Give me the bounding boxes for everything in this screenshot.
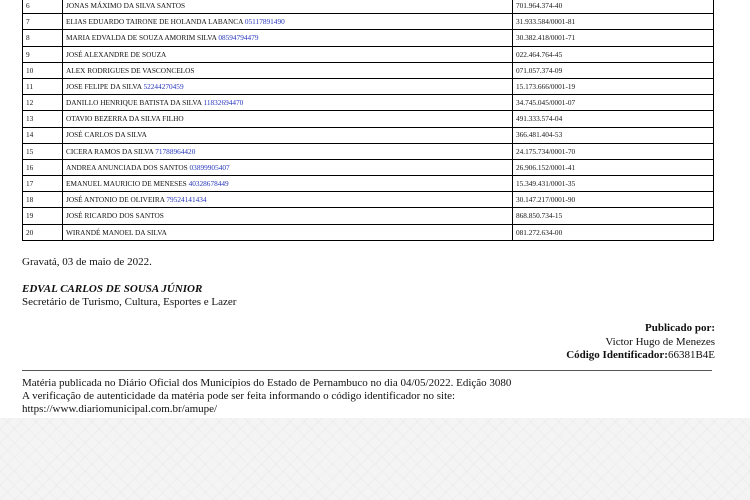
table-row xyxy=(23,143,714,159)
person-name: DANILLO HENRIQUE BATISTA DA SILVA xyxy=(66,98,202,108)
row-number: 15 xyxy=(23,143,63,159)
document-number: 071.057.374-09 xyxy=(513,62,714,78)
row-name-cell xyxy=(63,143,513,159)
row-name-cell xyxy=(63,208,513,224)
identifier-label: Código Identificador: xyxy=(566,349,668,361)
document-number: 30.147.217/0001-90 xyxy=(513,192,714,208)
person-name: ELIAS EDUARDO TAIRONE DE HOLANDA LABANCA xyxy=(66,17,244,27)
row-number: 20 xyxy=(23,224,63,240)
person-name: EMANUEL MAURICIO DE MENESES xyxy=(66,179,187,188)
row-name-cell xyxy=(63,224,513,240)
phone-link[interactable]: 11832694470 xyxy=(203,98,244,108)
publisher-name: Victor Hugo de Menezes xyxy=(605,335,715,348)
table-row xyxy=(23,46,714,62)
document-number: 491.333.574-04 xyxy=(513,111,714,127)
row-name-cell xyxy=(63,30,513,46)
row-name-cell xyxy=(63,62,513,78)
table-body xyxy=(23,0,714,240)
divider xyxy=(22,370,712,371)
document-number: 24.175.734/0001-70 xyxy=(513,143,714,159)
row-number: 10 xyxy=(23,62,63,78)
document-number: 15.349.431/0001-35 xyxy=(513,176,714,192)
person-name: CICERA RAMOS DA SILVA xyxy=(66,146,154,156)
phone-link[interactable]: 52244270459 xyxy=(143,81,184,91)
phone-link[interactable]: 05117891490 xyxy=(244,17,285,27)
table-row xyxy=(23,30,714,46)
row-name-cell xyxy=(63,95,513,111)
person-name: WIRANDÉ MANOEL DA SILVA xyxy=(66,227,167,237)
row-number: 9 xyxy=(23,46,63,62)
table-row xyxy=(23,192,714,208)
document-number: 26.906.152/0001-41 xyxy=(513,159,714,175)
document-number: 701.964.374-40 xyxy=(513,0,714,14)
table-row xyxy=(23,224,714,240)
phone-link[interactable]: 71788964420 xyxy=(155,146,196,156)
table-row xyxy=(23,208,714,224)
person-name: JOSÉ ALEXANDRE DE SOUZA xyxy=(66,49,167,59)
beneficiaries-table xyxy=(22,0,714,241)
phone-link[interactable]: 03899905407 xyxy=(189,162,230,172)
person-name: MARIA EDVALDA DE SOUZA AMORIM SILVA xyxy=(66,33,217,43)
table-row xyxy=(23,176,714,192)
row-name-cell xyxy=(63,176,513,192)
phone-link[interactable]: 08594794479 xyxy=(218,33,259,43)
row-name-cell xyxy=(63,0,513,14)
document-number: 15.173.666/0001-19 xyxy=(513,78,714,94)
identifier-line xyxy=(566,349,715,363)
notice-line-1: Matéria publicada no Diário Oficial dos Municípios do Estado de Pernambuco no dia 04/05/2022. Edição 3080 xyxy=(22,377,512,389)
document-number: 34.745.045/0001-07 xyxy=(513,95,714,111)
row-number: 12 xyxy=(23,95,63,111)
person-name: OTAVIO BEZERRA DA SILVA FILHO xyxy=(66,114,184,124)
row-number: 17 xyxy=(23,176,63,192)
published-by-label: Publicado por: xyxy=(645,322,715,334)
publication-block xyxy=(566,322,715,363)
row-number: 7 xyxy=(23,14,63,30)
table-row xyxy=(23,14,714,30)
publication-notice xyxy=(22,377,511,416)
document-number: 30.382.418/0001-71 xyxy=(513,30,714,46)
row-number: 19 xyxy=(23,208,63,224)
table-row xyxy=(23,62,714,78)
date-line: Gravatá, 03 de maio de 2022. xyxy=(22,256,152,268)
document-number: 868.850.734-15 xyxy=(513,208,714,224)
row-number: 16 xyxy=(23,159,63,175)
signer-role: Secretário de Turismo, Cultura, Esportes e Lazer xyxy=(22,296,237,308)
page-footer-background xyxy=(0,418,750,500)
notice-line-2: A verificação de autenticidade da matéria pode ser feita informando o código identificador no site: xyxy=(22,390,456,402)
table-row xyxy=(23,95,714,111)
row-number: 6 xyxy=(23,0,63,14)
person-name: JOSÉ CARLOS DA SILVA xyxy=(66,130,147,140)
table-row xyxy=(23,111,714,127)
row-number: 18 xyxy=(23,192,63,208)
row-name-cell xyxy=(63,14,513,30)
person-name: ANDREA ANUNCIADA DOS SANTOS xyxy=(66,162,188,172)
row-name-cell xyxy=(63,111,513,127)
row-name-cell xyxy=(63,159,513,175)
document-number: 081.272.634-00 xyxy=(513,224,714,240)
row-name-cell xyxy=(63,46,513,62)
row-number: 14 xyxy=(23,127,63,143)
person-name: JOSÉ RICARDO DOS SANTOS xyxy=(66,211,164,221)
signer-name: EDVAL CARLOS DE SOUSA JÚNIOR xyxy=(22,283,203,295)
person-name: JOSE FELIPE DA SILVA xyxy=(66,81,142,91)
row-name-cell xyxy=(63,78,513,94)
phone-link[interactable]: 79524141434 xyxy=(166,195,207,205)
table-row xyxy=(23,0,714,14)
person-name: JONAS MÁXIMO DA SILVA SANTOS xyxy=(66,0,186,10)
table-row xyxy=(23,78,714,94)
row-name-cell xyxy=(63,127,513,143)
row-number: 11 xyxy=(23,78,63,94)
phone-link[interactable]: 40328678449 xyxy=(188,179,229,188)
row-name-cell xyxy=(63,192,513,208)
person-name: JOSÉ ANTONIO DE OLIVEIRA xyxy=(66,195,165,205)
document-number: 366.481.404-53 xyxy=(513,127,714,143)
person-name: ALEX RODRIGUES DE VASCONCELOS xyxy=(66,65,195,75)
table-row xyxy=(23,159,714,175)
row-number: 13 xyxy=(23,111,63,127)
identifier-code: 66381B4E xyxy=(667,349,715,361)
document-number: 31.933.584/0001-81 xyxy=(513,14,714,30)
row-number: 8 xyxy=(23,30,63,46)
document-number: 022.464.764-45 xyxy=(513,46,714,62)
notice-url[interactable]: https://www.diariomunicipal.com.br/amupe/ xyxy=(22,403,218,415)
table-row xyxy=(23,127,714,143)
